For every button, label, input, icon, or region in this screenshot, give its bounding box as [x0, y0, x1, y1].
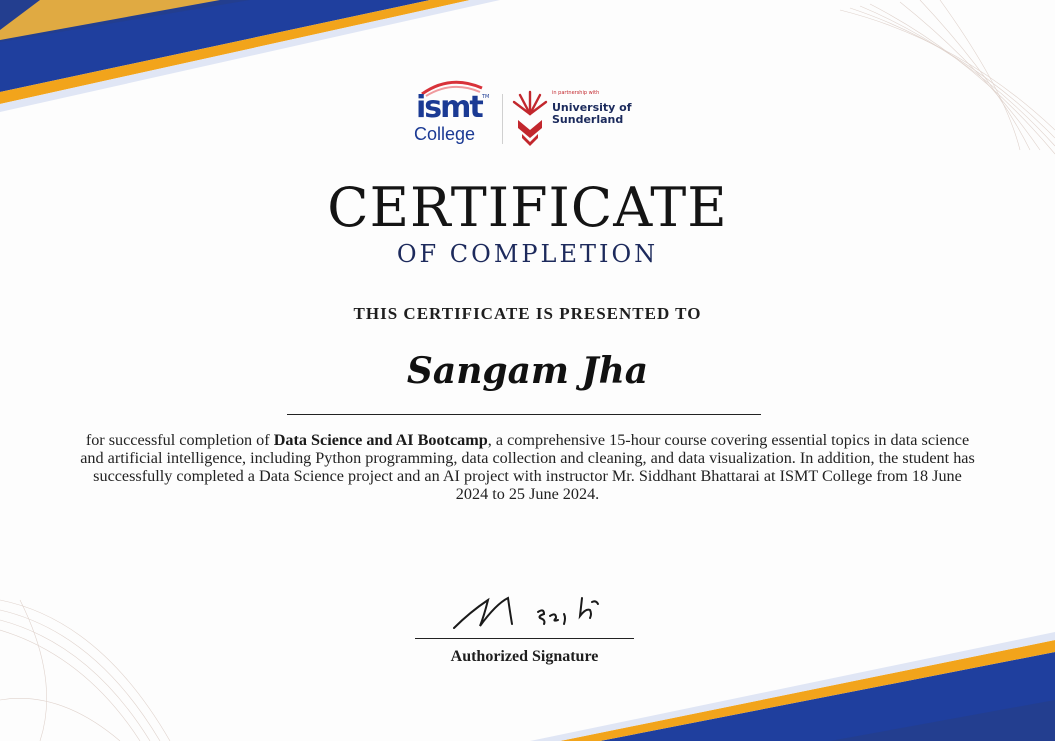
body-text-part2: , a comprehensive 15-hour course covering essential topics in data science and artificial intelligence, including Python programming, data collection and cleaning, and data visualization. In addition, the student has successfully completed a Data Science project and an AI project with instructor Mr. Siddhant Bhattarai at ISMT College from 18 June 2024 to 25 June 2024. [80, 431, 975, 503]
recipient-name: Sangam Jha [406, 350, 649, 392]
signature-label: Authorized Signature [450, 648, 599, 665]
ismt-college-logo [410, 84, 492, 150]
university-of-sunderland-logo [512, 90, 642, 150]
logo-divider [502, 94, 503, 144]
college-label: College [414, 124, 476, 144]
certificate-body [80, 431, 975, 503]
course-name: Data Science and AI Bootcamp [273, 431, 488, 449]
body-text-part1: for successful completion of [85, 431, 274, 449]
recipient-underline [287, 414, 761, 415]
ismt-wordmark: ismt [416, 90, 482, 125]
handwritten-signature [440, 586, 620, 636]
presented-to-label: THIS CERTIFICATE IS PRESENTED TO [353, 304, 702, 323]
sunderland-emblem-icon [512, 90, 548, 146]
certificate-title: CERTIFICATE [327, 176, 728, 239]
sunderland-name [552, 102, 632, 126]
sunderland-name-line1: University of [552, 101, 632, 114]
trademark-mark: TM [482, 94, 490, 100]
partnership-text: in partnership with [552, 90, 600, 96]
signature-line [415, 638, 634, 639]
certificate-subtitle: OF COMPLETION [396, 240, 659, 268]
logo-row [0, 84, 1055, 154]
sunderland-name-line2: Sunderland [552, 113, 624, 126]
